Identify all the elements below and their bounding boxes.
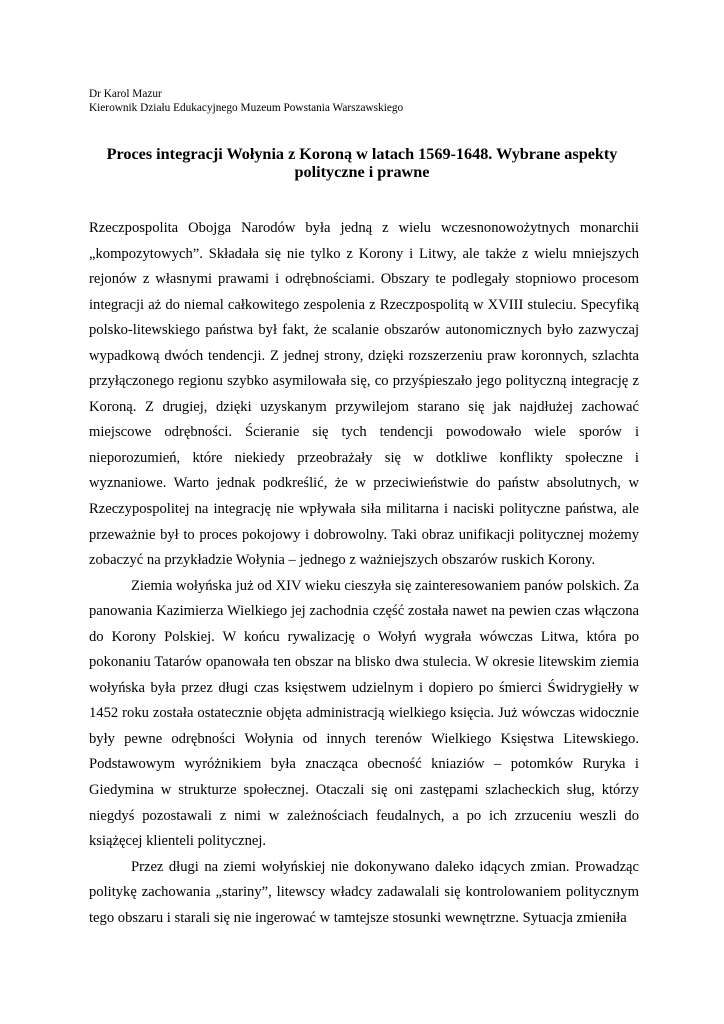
paragraph: Przez długi na ziemi wołyńskiej nie dokonywano daleko idących zmian. Prowadząc politykę zachowania „stariny”, litewscy władcy zadawalali się kontrolowaniem politycznym tego obszaru i starali się nie ingerować w tamtejsze stosunki wewnętrzne. Sytuacja zmieniła <box>89 858 639 926</box>
author-block <box>89 88 649 115</box>
author-position: Kierownik Działu Edukacyjnego Muzeum Powstania Warszawskiego <box>89 101 404 114</box>
author-name: Dr Karol Mazur <box>89 88 162 100</box>
document-body <box>89 216 639 931</box>
paragraph: Rzeczpospolita Obojga Narodów była jedną z wielu wczesnonowożytnych monarchii „kompozytowych”. Składała się nie tylko z Korony i Litwy, ale także z wielu mniejszych rejonów z własnymi prawami i odrębnościami. Obszary te podlegały stopniowo procesom integracji aż do niemal całkowitego zespolenia z Rzeczpospolitą w XVIII stuleciu. Specyfiką polsko-litewskiego państwa był fakt, że scalanie obszarów autonomicznych było zazwyczaj wypadkową dwóch tendencji. Z jednej strony, dzięki rozszerzeniu praw koronnych, szlachta przyłączonego regionu szybko asymilowała się, co przyśpieszało jego polityczną integrację z Koroną. Z drugiej, dzięki uzyskanym przywilejom starano się jak najdłużej zachować miejscowe odrębności. Ścieranie się tych tendencji powodowało wiele sporów i nieporozumień, które niekiedy przeobrażały się w dotkliwe konflikty społeczne i wyznaniowe. Warto jednak podkreślić, że w przeciwieństwie do państw absolutnych, w Rzeczypospolitej na integrację nie wpływała siła militarna i naciski polityczne państwa, ale przeważnie był to proces pokojowy i dobrowolny. Taki obraz unifikacji politycznej możemy zobaczyć na przykładzie Wołynia – jednego z ważniejszych obszarów ruskich Korony. <box>89 220 639 569</box>
paragraph: Ziemia wołyńska już od XIV wieku cieszyła się zainteresowaniem panów polskich. Za panowania Kazimierza Wielkiego jej zachodnia część została nawet na pewien czas włączona do Korony Polskiej. W końcu rywalizację o Wołyń wygrała wówczas Litwa, która po pokonaniu Tatarów opanowała ten obszar na blisko dwa stulecia. W okresie litewskim ziemia wołyńska była przez długi czas księstwem udzielnym i dopiero po śmierci Świdrygiełły w 1452 roku została ostatecznie objęta administracją wielkiego księcia. Już wówczas widocznie były pewne odrębności Wołynia od innych terenów Wielkiego Księstwa Litewskiego. Podstawowym wyróżnikiem była znacząca obecność kniaziów – potomków Ruryka i Giedymina w strukturze społecznej. Otaczali się oni zastępami szlacheckich sług, którzy niegdyś pozostawali z nimi w zależnościach feudalnych, a po ich zrzuceniu weszli do książęcej klienteli politycznej. <box>89 577 639 850</box>
document-title: Proces integracji Wołynia z Koroną w latach 1569-1648. Wybrane aspekty polityczne i prawne <box>106 145 618 182</box>
